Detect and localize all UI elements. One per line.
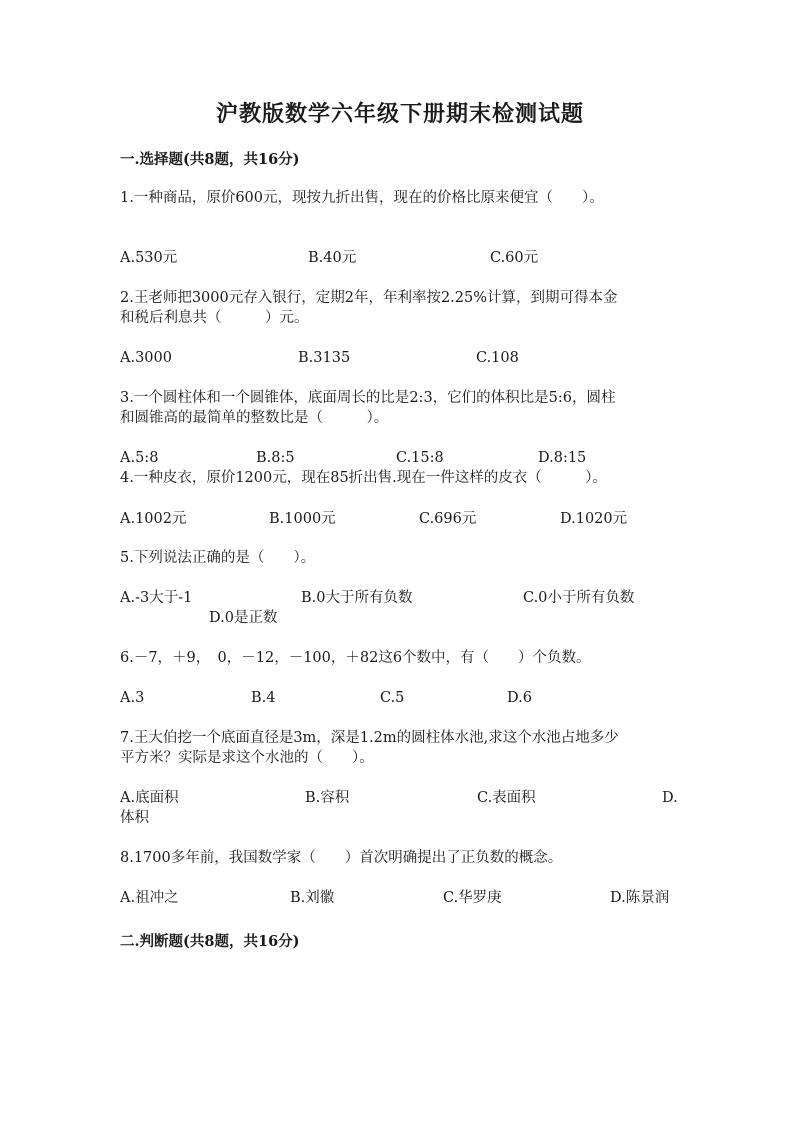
question-1-option-a: A.530元 [120,250,178,266]
question-6-text: 6.－7，＋9， 0，－12，－100，＋82这6个数中，有（ ）个负数。 [120,650,591,666]
question-5-text: 5.下列说法正确的是（ ）。 [120,550,316,566]
section-heading-judgement: 二.判断题(共8题，共16分) [120,933,300,950]
question-4-option-c: C.696元 [419,511,477,527]
question-7-option-c: C.表面积 [477,790,536,806]
question-2-option-a: A.3000 [120,350,172,366]
question-3-option-c: C.15:8 [396,450,444,466]
question-6-option-c: C.5 [380,690,405,706]
question-7-option-b: B.容积 [305,790,350,806]
question-7-option-d-text: 体积 [120,810,149,826]
question-3-option-a: A.5:8 [120,450,159,466]
question-2-option-b: B.3135 [298,350,351,366]
question-6-option-a: A.3 [120,690,145,706]
question-2-text-line-1: 2.王老师把3000元存入银行，定期2年，年利率按2.25%计算，到期可得本金 [120,290,618,306]
question-1-option-b: B.40元 [308,250,357,266]
section-heading-choice: 一.选择题(共8题，共16分) [120,151,300,168]
question-5-option-a: A.-3大于-1 [120,590,193,606]
question-7-text-line-1: 7.王大伯挖一个底面直径是3m，深是1.2m的圆柱体水池,求这个水池占地多少 [120,730,619,746]
question-7-text-line-2: 平方米？实际是求这个水池的（ ）。 [120,750,374,766]
question-3-text-line-1: 3.一个圆柱体和一个圆锥体，底面周长的比是2:3，它们的体积比是5:6，圆柱 [120,390,616,406]
question-5-option-c: C.0小于所有负数 [523,590,635,606]
question-2-option-c: C.108 [476,350,519,366]
question-1-text: 1.一种商品，原价600元，现按九折出售，现在的价格比原来便宜（ ）。 [120,190,604,206]
question-8-option-d: D.陈景润 [610,890,670,906]
question-3-option-d: D.8:15 [538,450,587,466]
question-4-option-d: D.1020元 [560,511,628,527]
page-title: 沪教版数学六年级下册期末检测试题 [215,101,584,127]
question-6-option-b: B.4 [251,690,276,706]
question-7-option-a: A.底面积 [120,790,179,806]
question-4-option-a: A.1002元 [120,511,187,527]
question-6-option-d: D.6 [507,690,532,706]
question-8-option-b: B.刘徽 [290,890,335,906]
question-8-option-a: A.祖冲之 [120,890,179,906]
question-4-text: 4.一种皮衣，原价1200元，现在85折出售.现在一件这样的皮衣（ ）。 [120,470,608,486]
question-7-option-d-prefix: D. [662,790,678,806]
question-4-option-b: B.1000元 [269,511,336,527]
question-1-option-c: C.60元 [490,250,539,266]
question-3-option-b: B.8:5 [256,450,295,466]
question-5-option-d: D.0是正数 [209,610,278,626]
question-8-option-c: C.华罗庚 [443,890,502,906]
question-5-option-b: B.0大于所有负数 [301,590,413,606]
question-8-text: 8.1700多年前，我国数学家（ ）首次明确提出了正负数的概念。 [120,850,563,866]
question-2-text-line-2: 和税后利息共（ ）元。 [120,310,309,326]
question-3-text-line-2: 和圆锥高的最简单的整数比是（ ）。 [120,410,389,426]
